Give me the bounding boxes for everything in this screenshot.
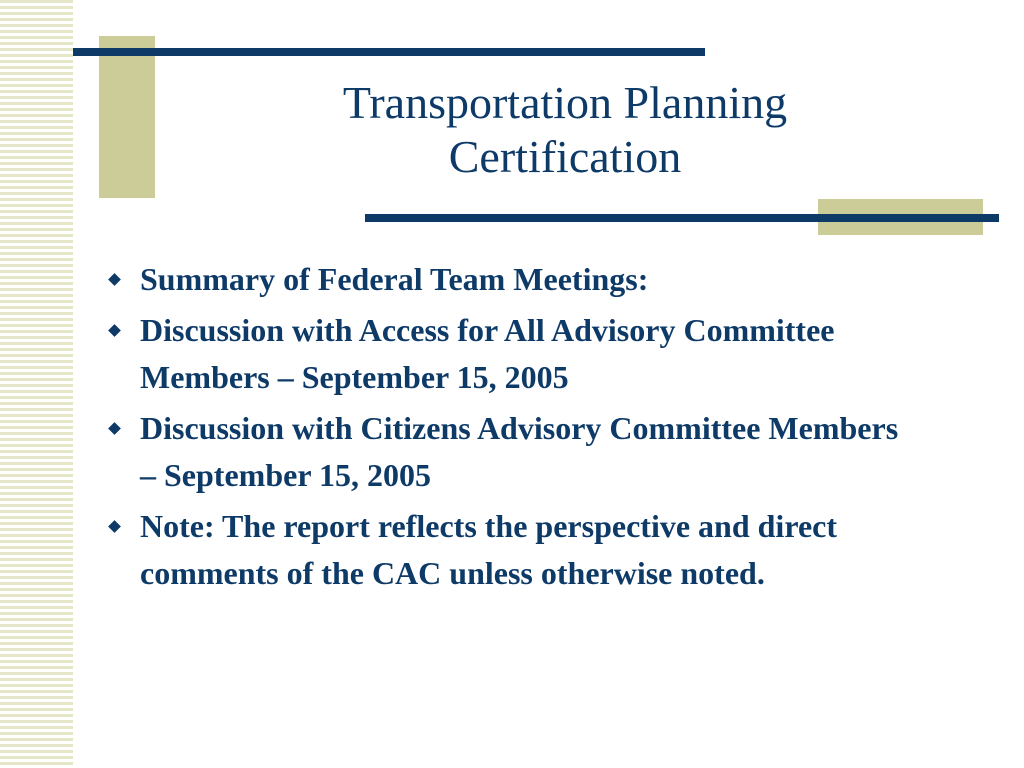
bullet-item xyxy=(100,405,920,499)
slide-title-line-2: Certification xyxy=(448,131,682,182)
slide-title-line-1: Transportation Planning xyxy=(342,77,788,128)
bullet-item xyxy=(100,256,920,303)
decorative-stripes xyxy=(0,0,73,768)
bullet-text: Note: The report reflects the perspective and direct comments of the CAC unless otherwise noted. xyxy=(140,508,837,591)
diamond-bullet-icon xyxy=(108,520,121,533)
decorative-tan-block-left xyxy=(99,36,155,198)
bullet-text: Discussion with Access for All Advisory Committee Members – September 15, 2005 xyxy=(140,312,835,395)
decorative-rule-bottom xyxy=(365,214,999,222)
diamond-bullet-icon xyxy=(108,324,121,337)
bullet-text: Discussion with Citizens Advisory Committee Members – September 15, 2005 xyxy=(140,410,899,493)
bullet-text: Summary of Federal Team Meetings: xyxy=(140,261,649,297)
bullet-list xyxy=(100,256,920,601)
bullet-item xyxy=(100,307,920,401)
decorative-rule-top xyxy=(73,48,705,56)
slide-title xyxy=(250,76,880,184)
diamond-bullet-icon xyxy=(108,422,121,435)
bullet-item xyxy=(100,503,920,597)
diamond-bullet-icon xyxy=(108,273,121,286)
